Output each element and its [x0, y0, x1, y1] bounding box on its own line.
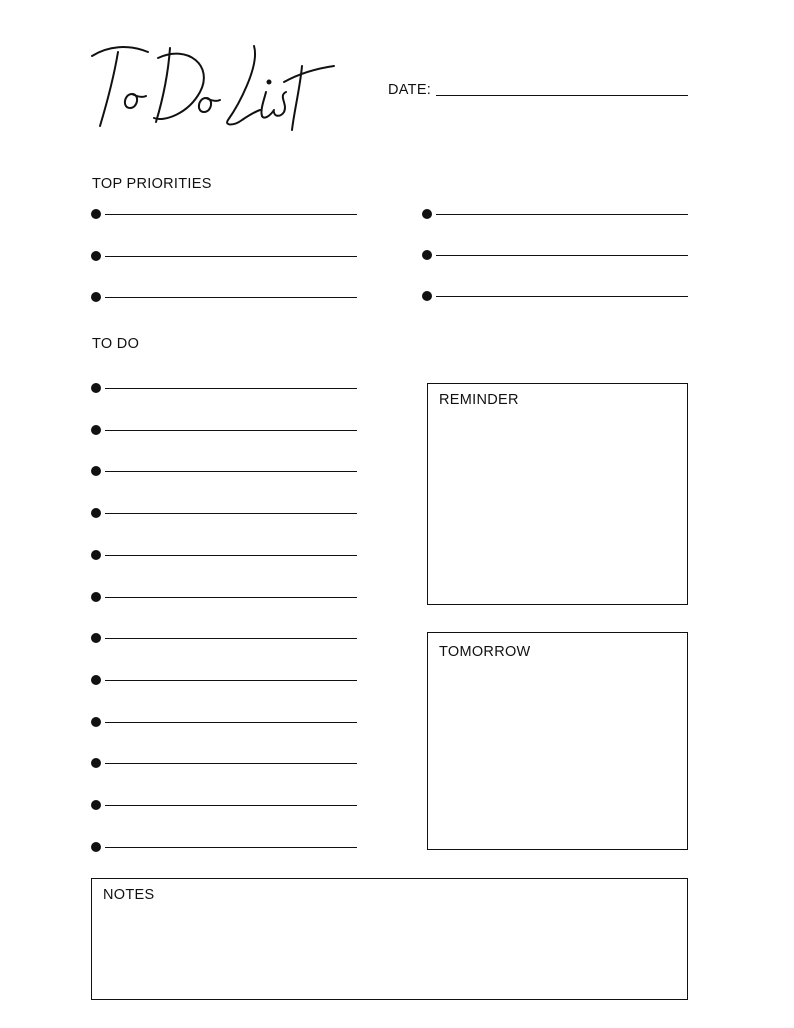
writing-line	[105, 763, 357, 764]
writing-line	[105, 297, 357, 298]
writing-line	[105, 214, 357, 215]
top-priority-item[interactable]	[422, 209, 688, 219]
writing-line	[105, 471, 357, 472]
writing-line	[105, 555, 357, 556]
bullet-dot	[91, 842, 101, 852]
top-priorities-heading: TOP PRIORITIES	[92, 176, 212, 192]
bullet-dot	[91, 292, 101, 302]
todo-item[interactable]	[91, 592, 357, 602]
bullet-dot	[91, 592, 101, 602]
writing-line	[105, 638, 357, 639]
writing-line	[436, 214, 688, 215]
bullet-dot	[91, 717, 101, 727]
todo-item[interactable]	[91, 842, 357, 852]
writing-line	[105, 430, 357, 431]
todo-item[interactable]	[91, 466, 357, 476]
bullet-dot	[422, 291, 432, 301]
bullet-dot	[91, 425, 101, 435]
bullet-dot	[91, 550, 101, 560]
top-priority-item[interactable]	[91, 251, 357, 261]
bullet-dot	[91, 758, 101, 768]
bullet-dot	[91, 633, 101, 643]
writing-line	[105, 513, 357, 514]
page-title	[88, 36, 338, 136]
todo-heading: TO DO	[92, 336, 140, 352]
writing-line	[105, 680, 357, 681]
todo-item[interactable]	[91, 633, 357, 643]
todo-item[interactable]	[91, 800, 357, 810]
bullet-dot	[422, 209, 432, 219]
bullet-dot	[91, 508, 101, 518]
title-script-lettering	[88, 36, 338, 136]
bullet-dot	[91, 466, 101, 476]
date-label: DATE:	[388, 82, 432, 98]
top-priority-item[interactable]	[422, 250, 688, 260]
todo-item[interactable]	[91, 508, 357, 518]
bullet-dot	[91, 383, 101, 393]
todo-item[interactable]	[91, 675, 357, 685]
todo-item[interactable]	[91, 717, 357, 727]
todo-item[interactable]	[91, 383, 357, 393]
bullet-dot	[91, 675, 101, 685]
todo-item[interactable]	[91, 550, 357, 560]
top-priority-item[interactable]	[91, 292, 357, 302]
todo-item[interactable]	[91, 758, 357, 768]
bullet-dot	[91, 251, 101, 261]
reminder-box[interactable]	[427, 383, 688, 605]
tomorrow-label: TOMORROW	[439, 644, 531, 660]
reminder-label: REMINDER	[439, 392, 519, 408]
writing-line	[105, 256, 357, 257]
bullet-dot	[91, 209, 101, 219]
notes-label: NOTES	[103, 887, 155, 903]
bullet-dot	[91, 800, 101, 810]
bullet-dot	[422, 250, 432, 260]
todo-item[interactable]	[91, 425, 357, 435]
notes-box[interactable]	[91, 878, 688, 1000]
writing-line	[436, 296, 688, 297]
top-priority-item[interactable]	[91, 209, 357, 219]
writing-line	[105, 388, 357, 389]
writing-line	[105, 847, 357, 848]
writing-line	[105, 597, 357, 598]
writing-line	[105, 722, 357, 723]
writing-line	[436, 255, 688, 256]
writing-line	[105, 805, 357, 806]
date-field-line[interactable]	[436, 95, 688, 96]
tomorrow-box[interactable]	[427, 632, 688, 850]
top-priority-item[interactable]	[422, 291, 688, 301]
